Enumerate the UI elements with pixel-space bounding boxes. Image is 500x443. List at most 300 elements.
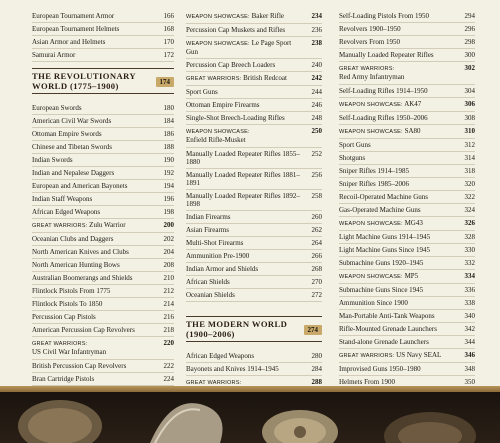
toc-entry-page: 190: [163, 156, 174, 164]
toc-entry-title: [339, 219, 459, 228]
toc-entry-text: Zulu Warrior: [89, 221, 126, 229]
toc-entry: [32, 102, 174, 115]
toc-entry-page: 296: [464, 25, 475, 33]
toc-entry-title: [339, 338, 459, 346]
toc-entry-page: 242: [311, 74, 322, 82]
toc-entry-page: 194: [163, 182, 174, 190]
toc-entry: [32, 246, 174, 259]
toc-entry: [339, 178, 475, 191]
toc-entry-page: 300: [464, 51, 475, 59]
toc-entry-text: Manually Loaded Repeater Rifles 1881–1891: [186, 171, 300, 187]
toc-entry-title: [186, 352, 306, 360]
toc-entry-text: Submachine Guns Since 1945: [339, 286, 424, 294]
toc-entry-title: [339, 286, 459, 294]
toc-entry-text: Ammunition Pre-1900: [186, 252, 250, 260]
toc-entry-text: Ottoman Empire Swords: [32, 130, 102, 138]
toc-entry-title: [186, 226, 306, 234]
section-page-badge: 174: [156, 77, 175, 87]
toc-entry-text: Recoil-Operated Machine Guns: [339, 193, 429, 201]
toc-entry-title: [186, 265, 306, 273]
toc-entry-text: Baker Rifle: [251, 12, 285, 20]
toc-entry-text: US Navy SEAL: [396, 351, 442, 359]
toc-entry: [32, 141, 174, 154]
toc-entry: [32, 23, 174, 36]
toc-entry: [186, 99, 322, 112]
toc-entry-text: US Civil War Infantryman: [32, 348, 107, 356]
section-title-line-2: WORLD (1775–1900): [32, 80, 119, 91]
toc-entry-label: GREAT WARRIORS:: [32, 223, 88, 229]
toc-entry-label: GREAT WARRIORS:: [32, 341, 88, 347]
toc-entry-text: Australian Boomerangs and Shields: [32, 274, 133, 282]
toc-entry-title: [186, 213, 306, 221]
toc-entry-title: [339, 259, 459, 267]
toc-entry-page: 348: [464, 365, 475, 373]
toc-entry-page: 170: [163, 38, 174, 46]
toc-entry-text: Light Machine Guns 1914–1945: [339, 233, 431, 241]
toc-entry-page: 338: [464, 299, 475, 307]
toc-entry: [186, 125, 322, 148]
toc-entry-text: British Percussion Cap Revolvers: [32, 362, 127, 370]
toc-entry-page: 336: [464, 286, 475, 294]
toc-entry: [186, 237, 322, 250]
toc-entry-page: 308: [464, 114, 475, 122]
toc-entry: [32, 180, 174, 193]
section-title-line-2: (1900–2006): [186, 328, 235, 339]
toc-entry-text: European and American Bayonets: [32, 182, 128, 190]
toc-entry-text: North American Knives and Clubs: [32, 248, 129, 256]
toc-entry-text: Sniper Rifles 1985–2006: [339, 180, 409, 188]
toc-entry-page: 220: [163, 339, 174, 347]
toc-entry-page: 342: [464, 325, 475, 333]
toc-entry-label: GREAT WARRIORS:: [186, 76, 242, 82]
toc-entry-text: Bayonets and Knives 1914–1945: [186, 365, 279, 373]
toc-entry-title: [339, 38, 459, 46]
toc-entry-page: 192: [163, 169, 174, 177]
toc-entry: [186, 250, 322, 263]
section-heading-revolutionary-world: [32, 68, 174, 94]
toc-entry-text: Multi-Shot Firearms: [186, 239, 244, 247]
toc-entry: [32, 206, 174, 219]
toc-entry-title: [32, 326, 158, 334]
toc-entry: [186, 37, 322, 59]
toc-entry: [339, 152, 475, 165]
toc-entry-title: [339, 365, 459, 373]
toc-entry-text: Ammunition Since 1900: [339, 299, 408, 307]
column-1-entries: [32, 102, 174, 426]
toc-entry-title: [32, 156, 158, 164]
toc-entry-text: Indian Swords: [32, 156, 73, 164]
toc-entry-page: 284: [311, 365, 322, 373]
toc-entry: [339, 191, 475, 204]
toc-entry-title: [339, 154, 459, 162]
toc-entry-label: WEAPON SHOWCASE:: [186, 14, 250, 20]
toc-entry-page: 214: [163, 300, 174, 308]
toc-entry-title: [32, 362, 158, 370]
toc-entry: [32, 115, 174, 128]
toc-entry-page: 244: [311, 88, 322, 96]
toc-entry-title: [32, 208, 158, 216]
toc-entry-title: [32, 25, 158, 33]
toc-entry-text: Single-Shot Breech-Loading Rifles: [186, 114, 285, 122]
toc-entry-title: [186, 192, 306, 208]
toc-entry-text: Percussion Cap Muskets and Rifles: [186, 26, 286, 34]
toc-entry-page: 264: [311, 239, 322, 247]
toc-entry: [339, 270, 475, 284]
toc-entry-title: [32, 104, 158, 112]
toc-entry: [186, 350, 322, 363]
toc-entry-text: Oceanian Clubs and Daggers: [32, 235, 114, 243]
toc-entry-page: 314: [464, 154, 475, 162]
toc-entry: [32, 373, 174, 386]
toc-entry-title: [32, 169, 158, 177]
toc-entry-page: 340: [464, 312, 475, 320]
toc-entry-title: [32, 313, 158, 321]
toc-entry-title: [339, 299, 459, 307]
toc-entry-page: 302: [464, 64, 475, 72]
toc-entry-page: 328: [464, 233, 475, 241]
toc-entry: [339, 204, 475, 217]
toc-entry-title: [32, 248, 158, 256]
toc-entry: [32, 193, 174, 206]
toc-entry-page: 288: [311, 378, 322, 386]
toc-entry: [339, 363, 475, 376]
toc-entry-text: Man-Portable Anti-Tank Weapons: [339, 312, 435, 320]
toc-entry-title: [186, 39, 306, 56]
toc-entry: [186, 276, 322, 289]
toc-entry-title: [32, 274, 158, 282]
toc-entry-page: 272: [311, 291, 322, 299]
toc-entry-title: [339, 51, 459, 59]
toc-entry-label: WEAPON SHOWCASE:: [339, 221, 403, 227]
toc-entry-page: 260: [311, 213, 322, 221]
toc-entry-title: [32, 143, 158, 151]
toc-entry-page: 266: [311, 252, 322, 260]
toc-entry-title: [186, 291, 306, 299]
toc-entry-title: [339, 12, 459, 20]
toc-entry-text: American Civil War Swords: [32, 117, 112, 125]
toc-entry: [186, 112, 322, 125]
column-3-entries: [339, 10, 475, 389]
toc-entry: [339, 349, 475, 363]
toc-entry-text: European Tournament Helmets: [32, 25, 120, 33]
toc-entry: [339, 112, 475, 125]
toc-entry-page: 184: [163, 117, 174, 125]
toc-entry: [339, 336, 475, 349]
toc-entry-title: [186, 61, 306, 69]
toc-entry-title: [186, 365, 306, 373]
toc-entry: [32, 128, 174, 141]
toc-entry: [339, 23, 475, 36]
toc-entry-page: 324: [464, 206, 475, 214]
toc-entry-text: Self-Loading Rifles 1950–2006: [339, 114, 428, 122]
toc-entry: [186, 59, 322, 72]
toc-entry-page: 258: [311, 192, 322, 200]
toc-entry-title: [186, 74, 306, 83]
contents-column-2: [186, 10, 322, 425]
toc-entry-page: 252: [311, 150, 322, 158]
toc-entry-text: Chinese and Tibetan Swords: [32, 143, 112, 151]
toc-entry-title: [339, 87, 459, 95]
toc-entry-page: 172: [163, 51, 174, 59]
toc-entry-page: 224: [163, 375, 174, 383]
toc-entry-text: Asian Firearms: [186, 226, 229, 234]
toc-entry-text: Revolvers From 1950: [339, 38, 401, 46]
toc-entry-page: 246: [311, 101, 322, 109]
toc-entry-text: Flintlock Pistols To 1850: [32, 300, 103, 308]
toc-entry: [186, 148, 322, 169]
toc-entry: [339, 36, 475, 49]
toc-entry-title: [339, 206, 459, 214]
toc-entry: [186, 211, 322, 224]
toc-entry-page: 332: [464, 259, 475, 267]
toc-entry-page: 268: [311, 265, 322, 273]
toc-entry-title: [186, 239, 306, 247]
toc-entry-text: Red Army Infantryman: [339, 73, 405, 81]
toc-entry-text: MP5: [404, 272, 419, 280]
toc-entry: [186, 190, 322, 211]
toc-entry-label: GREAT WARRIORS:: [339, 353, 395, 359]
section-heading-modern-world: [186, 316, 322, 342]
toc-entry-page: 350: [464, 378, 475, 386]
toc-entry-text: SA80: [404, 127, 421, 135]
toc-entry-page: 238: [311, 39, 322, 47]
toc-entry-text: AK47: [404, 100, 422, 108]
toc-entry-text: Improvised Guns 1950–1980: [339, 365, 421, 373]
toc-entry-title: [339, 127, 459, 136]
toc-entry-page: 304: [464, 87, 475, 95]
toc-entry-label: WEAPON SHOWCASE:: [186, 129, 250, 135]
toc-entry-text: African Edged Weapons: [32, 208, 101, 216]
toc-entry: [339, 85, 475, 98]
toc-entry-title: [339, 141, 459, 149]
toc-entry-text: Oceanian Shields: [186, 291, 235, 299]
toc-entry-text: Helmets From 1900: [339, 378, 395, 386]
toc-entry-title: [32, 287, 158, 295]
toc-entry-text: African Edged Weapons: [186, 352, 255, 360]
toc-entry-text: North American Hunting Bows: [32, 261, 120, 269]
toc-entry-title: [186, 252, 306, 260]
toc-entry-title: [186, 88, 306, 96]
toc-entry-text: Stand-alone Grenade Launchers: [339, 338, 429, 346]
section-title-line-1: THE MODERN WORLD: [186, 319, 288, 329]
toc-entry-text: Light Machine Guns Since 1945: [339, 246, 430, 254]
toc-entry-label: WEAPON SHOWCASE:: [339, 102, 403, 108]
toc-entry-title: [186, 101, 306, 109]
toc-entry-page: 234: [311, 12, 322, 20]
toc-entry: [32, 167, 174, 180]
toc-entry-text: Asian Armor and Helmets: [32, 38, 106, 46]
toc-entry-title: [339, 64, 459, 81]
toc-entry-title: [186, 114, 306, 122]
toc-entry-text: Submachine Guns 1920–1945: [339, 259, 424, 267]
toc-entry-page: 200: [163, 221, 174, 229]
toc-entry: [32, 36, 174, 49]
toc-entry-text: Sniper Rifles 1914–1985: [339, 167, 409, 175]
toc-entry: [32, 337, 174, 360]
toc-entry-text: Rifle-Mounted Grenade Launchers: [339, 325, 437, 333]
toc-entry-label: WEAPON SHOWCASE:: [186, 41, 250, 47]
toc-entry: [339, 244, 475, 257]
toc-entry-text: Gas-Operated Machine Guns: [339, 206, 421, 214]
column-1-top-entries: [32, 10, 174, 62]
toc-entry-title: [32, 51, 158, 59]
toc-entry: [32, 311, 174, 324]
toc-entry: [32, 219, 174, 233]
toc-entry-page: 240: [311, 61, 322, 69]
toc-entry-title: [186, 278, 306, 286]
toc-entry-label: WEAPON SHOWCASE:: [339, 129, 403, 135]
toc-entry-page: 168: [163, 25, 174, 33]
toc-entry-title: [339, 325, 459, 333]
toc-entry-page: 236: [311, 26, 322, 34]
toc-entry-label: WEAPON SHOWCASE:: [339, 274, 403, 280]
toc-entry-title: [32, 117, 158, 125]
toc-entry: [32, 360, 174, 373]
toc-entry-title: [32, 12, 158, 20]
toc-entry-text: European Tournament Armor: [32, 12, 115, 20]
toc-entry-page: 318: [464, 167, 475, 175]
toc-entry-title: [339, 114, 459, 122]
toc-entry-title: [339, 233, 459, 241]
toc-entry: [32, 154, 174, 167]
toc-entry-text: Le Page Sport Gun: [186, 39, 292, 56]
toc-entry-page: 250: [311, 127, 322, 135]
toc-entry-title: [339, 193, 459, 201]
section-page-badge: 274: [304, 325, 323, 335]
toc-entry-page: 188: [163, 143, 174, 151]
toc-entry-title: [339, 272, 459, 281]
toc-entry-text: Manually Loaded Repeater Rifles 1892–1898: [186, 192, 300, 208]
toc-entry: [339, 125, 475, 139]
toc-entry: [186, 263, 322, 276]
toc-entry-page: 204: [163, 248, 174, 256]
toc-entry-page: 186: [163, 130, 174, 138]
toc-entry-page: 326: [464, 219, 475, 227]
weapons-photo-banner: [0, 392, 500, 443]
toc-entry: [186, 224, 322, 237]
toc-entry-title: [32, 195, 158, 203]
toc-entry: [339, 62, 475, 85]
toc-entry-text: Indian Staff Weapons: [32, 195, 93, 203]
toc-entry-label: GREAT WARRIORS:: [186, 380, 242, 386]
toc-entry-title: [32, 235, 158, 243]
toc-entry-text: Ottoman Empire Firearms: [186, 101, 260, 109]
toc-entry-text: Indian Armor and Shields: [186, 265, 259, 273]
toc-entry-text: Manually Loaded Repeater Rifles 1855–1880: [186, 150, 300, 166]
toc-entry-page: 202: [163, 235, 174, 243]
toc-entry-title: [339, 25, 459, 33]
toc-entry-text: Percussion Cap Breech Loaders: [186, 61, 276, 69]
toc-entry: [32, 10, 174, 23]
toc-entry-text: Indian Firearms: [186, 213, 231, 221]
toc-entry-page: 294: [464, 12, 475, 20]
toc-entry-title: [339, 351, 459, 360]
toc-entry-text: Flintlock Pistols From 1775: [32, 287, 111, 295]
toc-entry: [339, 139, 475, 152]
shield-boss-icon: [28, 408, 92, 443]
toc-entry-page: 320: [464, 180, 475, 188]
toc-entry-text: Enfield Rifle-Musket: [186, 136, 246, 144]
toc-entry-page: 344: [464, 338, 475, 346]
toc-entry-page: 208: [163, 261, 174, 269]
toc-entry: [339, 323, 475, 336]
toc-entry-text: Manually Loaded Repeater Rifles: [339, 51, 434, 59]
toc-entry-title: [186, 26, 306, 34]
toc-entry: [32, 49, 174, 62]
toc-entry-text: Self-Loading Pistols From 1950: [339, 12, 430, 20]
toc-entry-page: 306: [464, 100, 475, 108]
toc-entry: [32, 285, 174, 298]
toc-entry: [186, 363, 322, 376]
toc-entry-page: 216: [163, 313, 174, 321]
toc-entry: [339, 310, 475, 323]
toc-entry-label: GREAT WARRIORS:: [339, 66, 395, 72]
toc-entry-page: 310: [464, 127, 475, 135]
toc-entry-title: [32, 130, 158, 138]
toc-entry-page: 256: [311, 171, 322, 179]
toc-entry-page: 346: [464, 351, 475, 359]
toc-entry: [32, 272, 174, 285]
toc-entry: [339, 284, 475, 297]
toc-entry: [339, 297, 475, 310]
toc-entry-title: [186, 127, 306, 144]
toc-entry-text: Sport Guns: [339, 141, 371, 149]
toc-entry-text: African Shields: [186, 278, 230, 286]
toc-entry: [339, 10, 475, 23]
weapons-illustration: [0, 392, 500, 443]
toc-entry: [339, 98, 475, 112]
toc-entry-text: Self-Loading Rifles 1914–1950: [339, 87, 428, 95]
toc-entry: [339, 231, 475, 244]
toc-entry-page: 262: [311, 226, 322, 234]
toc-entry-text: Shotguns: [339, 154, 366, 162]
toc-entry: [339, 165, 475, 178]
toc-entry-title: [32, 221, 158, 230]
toc-entry-title: [339, 100, 459, 109]
toc-entry-page: 312: [464, 141, 475, 149]
toc-entry-title: [186, 171, 306, 187]
toc-entry: [32, 298, 174, 311]
toc-entry-text: Percussion Cap Pistols: [32, 313, 96, 321]
helmet-icon: [150, 403, 223, 443]
toc-entry-text: British Redcoat: [243, 74, 287, 82]
toc-entry: [186, 86, 322, 99]
toc-entry-text: Revolvers 1900–1950: [339, 25, 401, 33]
toc-entry-title: [32, 300, 158, 308]
toc-entry-page: 212: [163, 287, 174, 295]
toc-entry-text: Samurai Armor: [32, 51, 76, 59]
toc-entry-page: 222: [163, 362, 174, 370]
toc-entry-title: [32, 261, 158, 269]
toc-entry-text: Bran Cartridge Pistols: [32, 375, 95, 383]
toc-entry-title: [32, 375, 158, 383]
toc-entry-page: 210: [163, 274, 174, 282]
toc-entry-title: [186, 150, 306, 166]
toc-entry: [32, 259, 174, 272]
column-2-top-entries: [186, 10, 322, 302]
toc-entry: [339, 217, 475, 231]
toc-entry-page: 270: [311, 278, 322, 286]
toc-entry-page: 218: [163, 326, 174, 334]
toc-entry-title: [339, 180, 459, 188]
toc-entry: [186, 10, 322, 24]
toc-entry-title: [339, 378, 459, 386]
toc-entry-text: Indian and Nepalese Daggers: [32, 169, 115, 177]
toc-entry-title: [339, 167, 459, 175]
toc-entry-title: [339, 312, 459, 320]
toc-entry-page: 166: [163, 12, 174, 20]
toc-entry: [186, 289, 322, 302]
